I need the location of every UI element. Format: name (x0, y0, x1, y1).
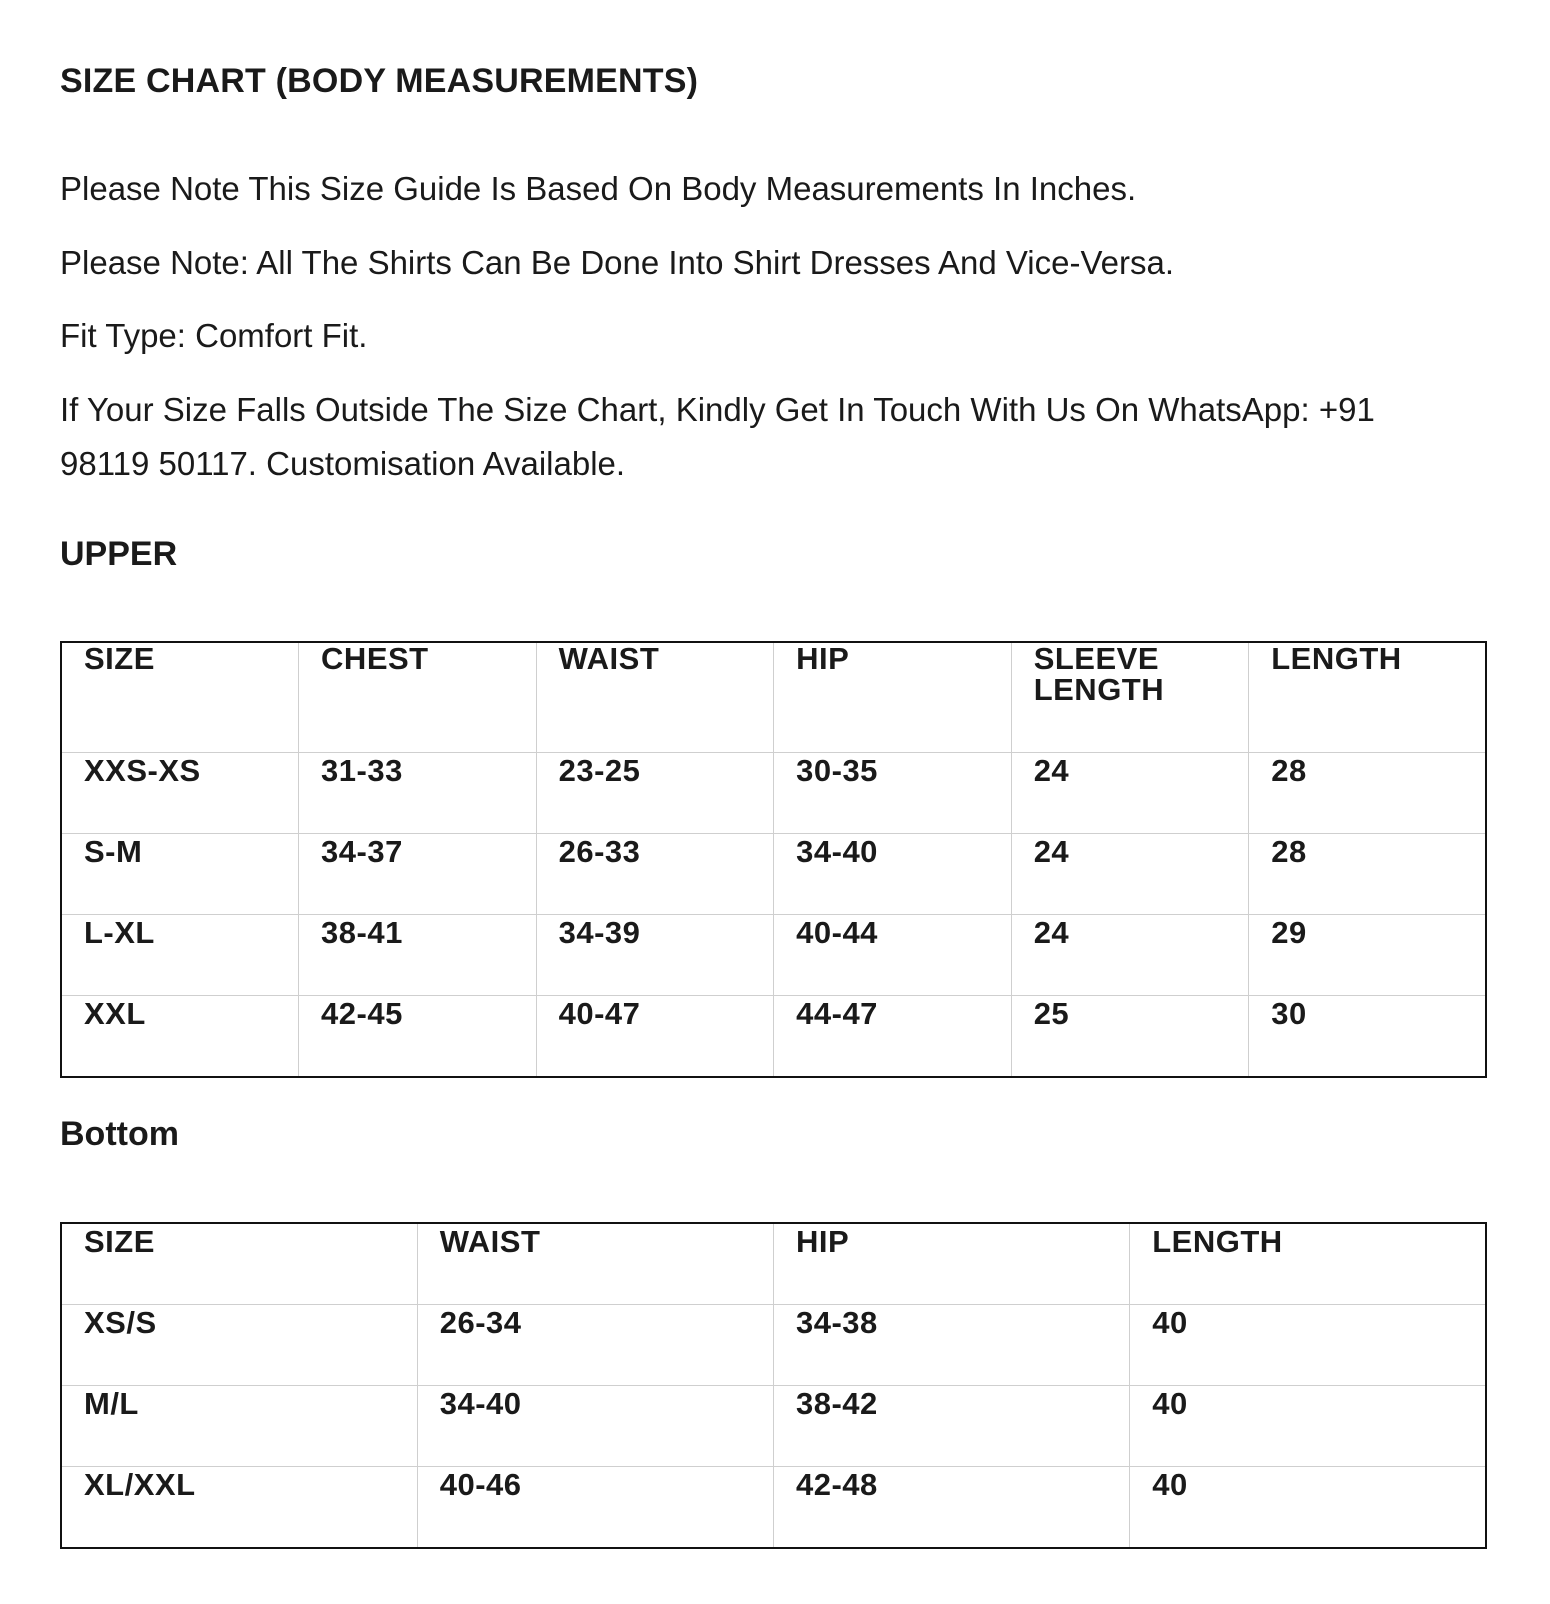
column-header-length: LENGTH (1249, 642, 1486, 752)
table-cell: S-M (61, 833, 299, 914)
table-cell: 30-35 (774, 752, 1012, 833)
note-fit-type: Fit Type: Comfort Fit. (60, 317, 368, 354)
table-cell: 34-40 (417, 1386, 773, 1467)
table-row (61, 1467, 1486, 1549)
note-measurement-basis: Please Note This Size Guide Is Based On Body Measurements In Inches. (60, 170, 1137, 207)
table-cell: 31-33 (299, 752, 537, 833)
table-cell: 25 (1011, 995, 1249, 1077)
column-header-size: SIZE (61, 1223, 417, 1305)
table-row (61, 1386, 1486, 1467)
table-row (61, 833, 1486, 914)
table-cell: XXL (61, 995, 299, 1077)
table-cell: 24 (1011, 914, 1249, 995)
table-cell: M/L (61, 1386, 417, 1467)
table-cell: 34-39 (536, 914, 774, 995)
table-row (61, 1305, 1486, 1386)
table-cell: 40 (1130, 1386, 1486, 1467)
table-cell: 44-47 (774, 995, 1012, 1077)
table-cell: 40-46 (417, 1467, 773, 1549)
table-cell: 34-37 (299, 833, 537, 914)
table-cell: 24 (1011, 752, 1249, 833)
table-cell: 42-48 (774, 1467, 1130, 1549)
column-header-waist: WAIST (536, 642, 774, 752)
table-cell: 28 (1249, 833, 1486, 914)
table-cell: 40 (1130, 1305, 1486, 1386)
table-cell: L-XL (61, 914, 299, 995)
table-cell: 42-45 (299, 995, 537, 1077)
table-row (61, 914, 1486, 995)
bottom-section-heading: Bottom (60, 1115, 179, 1153)
table-cell: 40-44 (774, 914, 1012, 995)
column-header-chest: CHEST (299, 642, 537, 752)
upper-section-heading: UPPER (60, 535, 178, 573)
note-shirt-dresses: Please Note: All The Shirts Can Be Done Into Shirt Dresses And Vice-Versa. (60, 244, 1175, 281)
table-cell: 34-40 (774, 833, 1012, 914)
column-header-hip: HIP (774, 642, 1012, 752)
table-cell: 34-38 (774, 1305, 1130, 1386)
table-cell: 23-25 (536, 752, 774, 833)
page-title: SIZE CHART (BODY MEASUREMENTS) (60, 62, 699, 100)
table-cell: 38-41 (299, 914, 537, 995)
table-row (61, 752, 1486, 833)
table-cell: 30 (1249, 995, 1486, 1077)
table-cell: 29 (1249, 914, 1486, 995)
column-header-sleeve-length: SLEEVE LENGTH (1011, 642, 1249, 752)
column-header-size: SIZE (61, 642, 299, 752)
note-contact-whatsapp: If Your Size Falls Outside The Size Chart, Kindly Get In Touch With Us On WhatsApp: +91 98119 50117. Customisation Available. (60, 391, 1375, 482)
bottom-size-table (60, 1222, 1487, 1549)
table-header-row (61, 642, 1486, 752)
upper-size-table (60, 641, 1487, 1078)
table-row (61, 995, 1486, 1077)
table-header-row (61, 1223, 1486, 1305)
column-header-length: LENGTH (1130, 1223, 1486, 1305)
table-cell: XS/S (61, 1305, 417, 1386)
column-header-waist: WAIST (417, 1223, 773, 1305)
table-cell: XL/XXL (61, 1467, 417, 1549)
table-cell: 26-33 (536, 833, 774, 914)
table-cell: 24 (1011, 833, 1249, 914)
table-cell: 40 (1130, 1467, 1486, 1549)
table-cell: 28 (1249, 752, 1486, 833)
table-cell: 38-42 (774, 1386, 1130, 1467)
column-header-hip: HIP (774, 1223, 1130, 1305)
table-cell: 26-34 (417, 1305, 773, 1386)
table-cell: 40-47 (536, 995, 774, 1077)
table-cell: XXS-XS (61, 752, 299, 833)
